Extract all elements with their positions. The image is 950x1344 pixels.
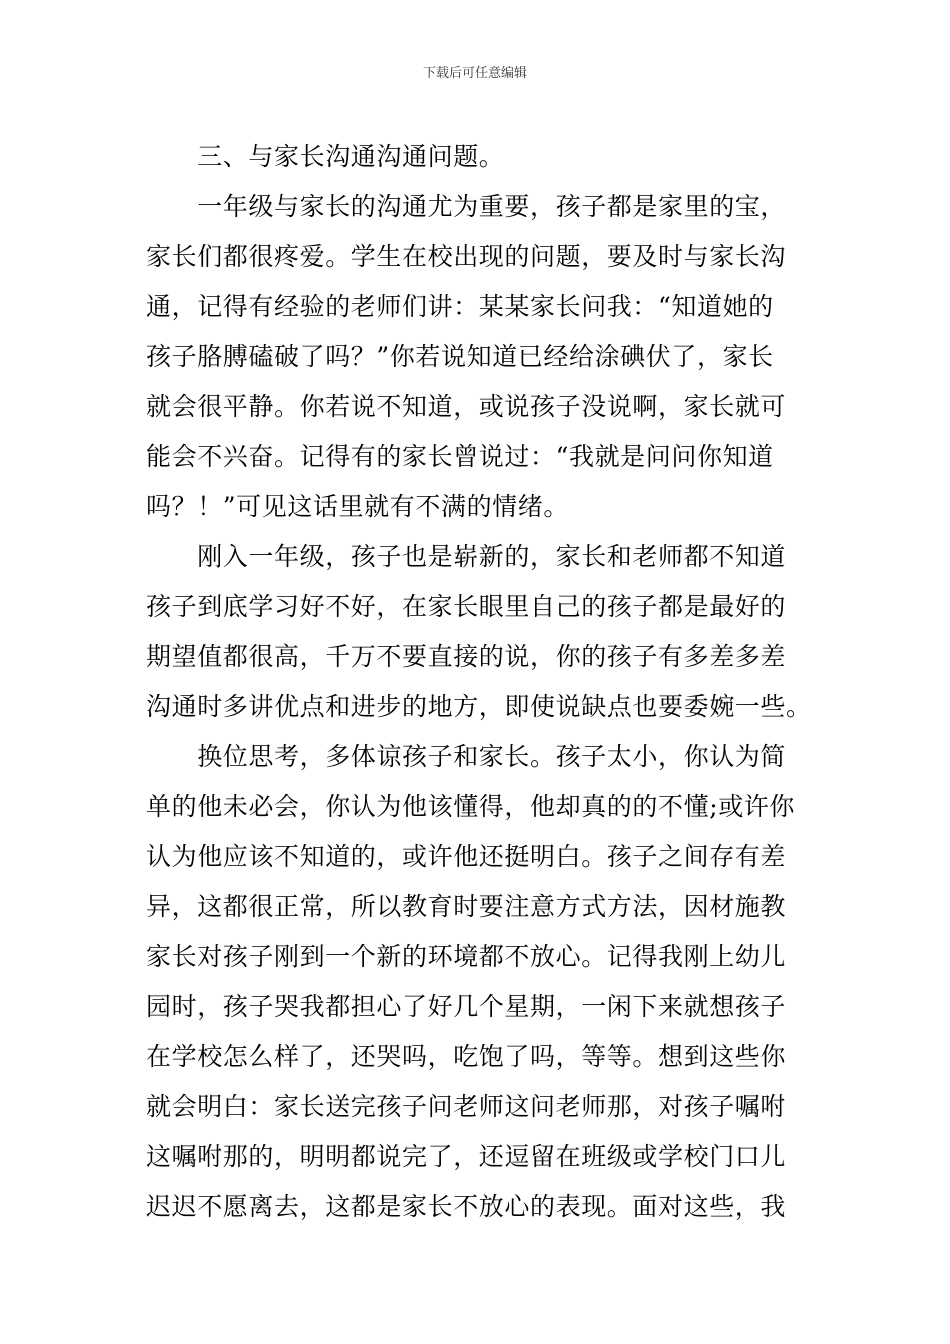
page-header-note: 下载后可任意编辑 <box>422 66 527 81</box>
text-line: 就会很平静。你若说不知道，或说孩子没说啊，家长就可 <box>146 392 787 421</box>
text-line: 期望值都很高，千万不要直接的说，你的孩子有多差多差 <box>146 642 787 671</box>
text-line: 在学校怎么样了，还哭吗，吃饱了吗，等等。想到这些你 <box>146 1042 787 1071</box>
text-line: 异，这都很正常，所以教育时要注意方式方法，因材施教 <box>146 892 787 921</box>
document-body <box>146 132 812 1232</box>
text-line: 三、与家长沟通沟通问题。 <box>146 142 505 171</box>
text-line: 刚入一年级，孩子也是崭新的，家长和老师都不知道 <box>146 542 787 571</box>
text-line: 吗？！”可见这话里就有不满的情绪。 <box>146 492 569 521</box>
text-line: 通，记得有经验的老师们讲：某某家长问我：“知道她的 <box>146 292 774 321</box>
text-line: 沟通时多讲优点和进步的地方，即使说缺点也要委婉一些。 <box>146 692 812 721</box>
text-line: 换位思考，多体谅孩子和家长。孩子太小，你认为简 <box>146 742 787 771</box>
text-line: 这嘱咐那的，明明都说完了，还逗留在班级或学校门口儿 <box>146 1142 787 1171</box>
text-line: 能会不兴奋。记得有的家长曾说过：“我就是问问你知道 <box>146 442 774 471</box>
text-line: 家长们都很疼爱。学生在校出现的问题，要及时与家长沟 <box>146 242 787 271</box>
text-line: 就会明白：家长送完孩子问老师这问老师那，对孩子嘱咐 <box>146 1092 787 1121</box>
text-line: 认为他应该不知道的，或许他还挺明白。孩子之间存有差 <box>146 842 787 871</box>
text-line: 孩子胳膊磕破了吗？”你若说知道已经给涂碘伏了，家长 <box>146 342 774 371</box>
text-line: 迟迟不愿离去，这都是家长不放心的表现。面对这些，我 <box>146 1192 787 1221</box>
text-line: 园时，孩子哭我都担心了好几个星期，一闲下来就想孩子 <box>146 992 787 1021</box>
text-line: 一年级与家长的沟通尤为重要，孩子都是家里的宝， <box>146 192 787 221</box>
text-line: 单的他未必会，你认为他该懂得，他却真的的不懂;或许你 <box>146 792 796 821</box>
text-line: 孩子到底学习好不好，在家长眼里自己的孩子都是最好的 <box>146 592 787 621</box>
text-line: 家长对孩子刚到一个新的环境都不放心。记得我刚上幼儿 <box>146 942 787 971</box>
